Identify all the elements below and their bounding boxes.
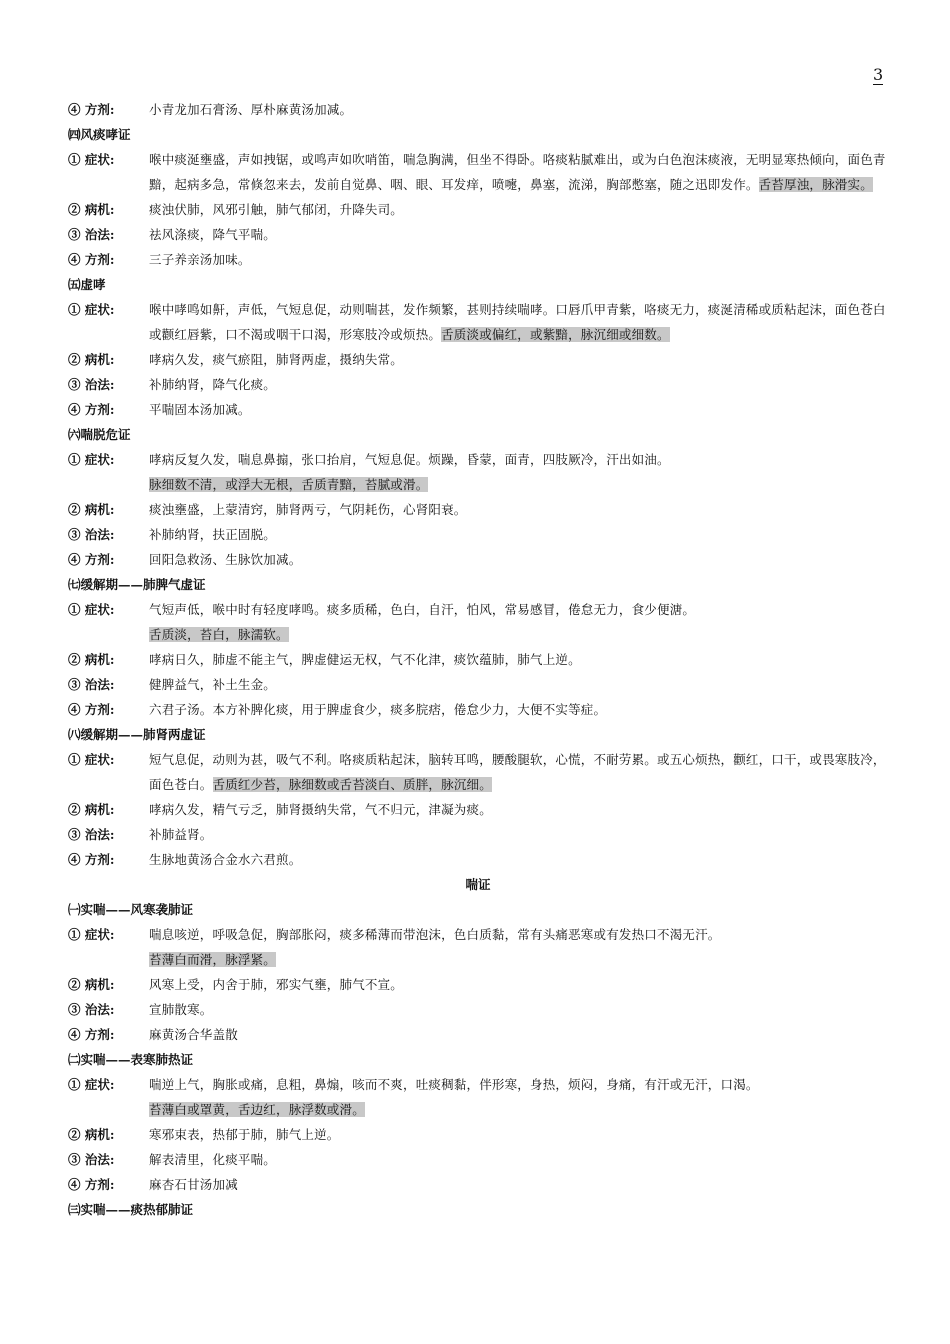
entry-body: 喘息咳逆，呼吸急促，胸部胀闷，痰多稀薄而带泡沫，色白质黏，常有头痛恶寒或有发热口不渴无汗。	[149, 927, 721, 942]
entry-row	[68, 297, 888, 347]
entry-text	[149, 1022, 888, 1047]
entry-body: 痰浊壅盛，上蒙清窍，肺肾两亏，气阴耗伤，心肾阳衰。	[149, 502, 467, 517]
entry-text	[149, 697, 888, 722]
entry-row	[68, 747, 888, 797]
entry-row	[68, 822, 888, 847]
highlighted-text: 舌苔厚浊，脉滑实。	[758, 177, 873, 192]
entry-text	[149, 222, 888, 247]
section-heading: ㈣风痰哮证	[68, 127, 131, 142]
entry-row	[68, 247, 888, 272]
entry-row	[68, 1147, 888, 1172]
entry-body: 平喘固本汤加减。	[149, 402, 251, 417]
entry-row	[68, 147, 888, 197]
entry-body: 气短声低，喉中时有轻度哮鸣。痰多质稀，色白，自汗，怕风，常易感冒，倦怠无力，食少便溏。	[149, 602, 696, 617]
entry-body: 短气息促，动则为甚，吸气不利。咯痰质粘起沫，脑转耳鸣，腰酸腿软，心慌，不耐劳累。或五心烦热，颧红，口干，或畏寒肢冷，面色苍白。	[149, 752, 886, 792]
entry-row	[68, 347, 888, 372]
entry-text	[149, 847, 888, 872]
entry-body: 哮病反复久发，喘息鼻搧，张口抬肩，气短息促。烦躁，昏蒙，面青，四肢厥冷，汗出如油。	[149, 452, 670, 467]
entry-label: ④ 方剂:	[68, 852, 115, 867]
entry-row	[68, 597, 888, 647]
entry-label: ③ 治法:	[68, 377, 115, 392]
entry-text	[149, 922, 888, 972]
entry-text	[149, 797, 888, 822]
entry-body: 六君子汤。本方补脾化痰，用于脾虚食少，痰多脘痞，倦怠少力，大便不实等症。	[149, 702, 607, 717]
highlighted-text: 舌质淡，苔白，脉濡软。	[149, 627, 289, 642]
entry-row	[68, 672, 888, 697]
entry-text	[149, 522, 888, 547]
entry-row	[68, 997, 888, 1022]
entry-text	[149, 1072, 888, 1122]
entry-text	[149, 347, 888, 372]
entry-row	[68, 697, 888, 722]
entry-body: 风寒上受，内舍于肺，邪实气壅，肺气不宣。	[149, 977, 404, 992]
entry-body: 哮病久发，精气亏乏，肺肾摄纳失常，气不归元，津凝为痰。	[149, 802, 492, 817]
entry-text	[149, 1122, 888, 1147]
entry-label: ④ 方剂:	[68, 1027, 115, 1042]
entry-label: ③ 治法:	[68, 1152, 115, 1167]
section-heading: ㈢实喘——痰热郁肺证	[68, 1202, 194, 1217]
entry-text	[149, 672, 888, 697]
entry-text	[149, 147, 888, 197]
entry-row	[68, 647, 888, 672]
entry-text	[149, 647, 888, 672]
entry-text	[149, 1172, 888, 1197]
entry-label: ① 症状:	[68, 152, 115, 167]
entry-label: ④ 方剂:	[68, 252, 115, 267]
entry-row	[68, 222, 888, 247]
highlighted-text: 苔薄白或罩黄，舌边红，脉浮数或滑。	[149, 1102, 365, 1117]
entry-text	[149, 997, 888, 1022]
entry-text	[149, 822, 888, 847]
entry-text	[149, 597, 888, 647]
entry-body: 生脉地黄汤合金水六君煎。	[149, 852, 302, 867]
entry-row	[68, 1172, 888, 1197]
entry-body: 补肺纳肾，扶正固脱。	[149, 527, 277, 542]
entry-label: ④ 方剂:	[68, 702, 115, 717]
entry-label: ② 病机:	[68, 802, 115, 817]
entry-body: 宣肺散寒。	[149, 1002, 213, 1017]
entry-row	[68, 497, 888, 522]
entry-label: ② 病机:	[68, 202, 115, 217]
entry-label: ② 病机:	[68, 502, 115, 517]
entry-body: 喉中哮鸣如鼾，声低，气短息促，动则喘甚，发作频繁，甚则持续喘哮。口唇爪甲青紫，咯痰无力，痰涎清稀或质粘起沫，面色苍白或颧红唇紫，口不渴或咽干口渴，形寒肢冷或烦热。	[149, 302, 886, 342]
entry-body: 哮病久发，痰气瘀阻，肺肾两虚，摄纳失常。	[149, 352, 404, 367]
highlighted-text: 舌质淡或偏红，或紫黯，脉沉细或细数。	[441, 327, 670, 342]
entry-text	[149, 247, 888, 272]
entry-body: 健脾益气，补土生金。	[149, 677, 277, 692]
section-heading: ㈤虚哮	[68, 277, 106, 292]
section-heading: ㈧缓解期——肺肾两虚证	[68, 727, 206, 742]
entry-label: ① 症状:	[68, 752, 115, 767]
entry-label: ② 病机:	[68, 1127, 115, 1142]
entry-text	[149, 747, 888, 797]
entry-label: ④ 方剂:	[68, 1177, 115, 1192]
entry-row	[68, 397, 888, 422]
entry-label: ③ 治法:	[68, 827, 115, 842]
highlighted-text: 苔薄白而滑，脉浮紧。	[149, 952, 277, 967]
entry-text	[149, 397, 888, 422]
entry-row	[68, 797, 888, 822]
entry-row	[68, 847, 888, 872]
entry-row	[68, 1122, 888, 1147]
section-heading: ㈡实喘——表寒肺热证	[68, 1052, 194, 1067]
entry-label: ④ 方剂:	[68, 402, 115, 417]
entry-body: 喉中痰涎壅盛，声如拽锯，或鸣声如吹哨笛，喘急胸满，但坐不得卧。咯痰粘腻难出，或为白色泡沫痰液，无明显寒热倾向，面色青黯，起病多急，常倏忽来去，发前自觉鼻、咽、眼、耳发痒，喷嚏，鼻塞，流涕，胸部憋塞，随之迅即发作。	[149, 152, 886, 192]
entry-body: 解表清里，化痰平喘。	[149, 1152, 277, 1167]
entry-text	[149, 447, 888, 497]
entry-label: ④ 方剂:	[68, 102, 115, 117]
section-title: 喘证	[465, 877, 491, 892]
entry-label: ② 病机:	[68, 652, 115, 667]
entry-label: ① 症状:	[68, 927, 115, 942]
entry-label: ② 病机:	[68, 352, 115, 367]
page-number: 3	[873, 65, 884, 84]
entry-body: 小青龙加石膏汤、厚朴麻黄汤加减。	[149, 102, 353, 117]
section-heading: ㈠实喘——风寒袭肺证	[68, 902, 194, 917]
entry-label: ② 病机:	[68, 977, 115, 992]
entry-text	[149, 497, 888, 522]
entry-label: ① 症状:	[68, 602, 115, 617]
entry-text	[149, 372, 888, 397]
entry-body: 寒邪束表，热郁于肺，肺气上逆。	[149, 1127, 340, 1142]
entry-body: 回阳急救汤、生脉饮加减。	[149, 552, 302, 567]
entry-text	[149, 97, 888, 122]
entry-text	[149, 547, 888, 572]
entry-row	[68, 922, 888, 972]
entry-row	[68, 447, 888, 497]
highlighted-text: 脉细数不清，或浮大无根，舌质青黯，苔腻或滑。	[149, 477, 429, 492]
entry-label: ③ 治法:	[68, 527, 115, 542]
entry-text	[149, 972, 888, 997]
entry-row	[68, 972, 888, 997]
entry-row	[68, 197, 888, 222]
entry-label: ① 症状:	[68, 452, 115, 467]
document-body	[68, 97, 888, 1222]
section-heading: ㈥喘脱危证	[68, 427, 131, 442]
entry-body: 祛风涤痰，降气平喘。	[149, 227, 277, 242]
entry-body: 补肺益肾。	[149, 827, 213, 842]
entry-row	[68, 1022, 888, 1047]
entry-body: 麻黄汤合华盖散	[149, 1027, 238, 1042]
entry-label: ④ 方剂:	[68, 552, 115, 567]
entry-row	[68, 97, 888, 122]
entry-label: ③ 治法:	[68, 677, 115, 692]
entry-label: ③ 治法:	[68, 1002, 115, 1017]
entry-text	[149, 297, 888, 347]
entry-body: 三子养亲汤加味。	[149, 252, 251, 267]
entry-text	[149, 197, 888, 222]
entry-body: 痰浊伏肺，风邪引触，肺气郁闭，升降失司。	[149, 202, 404, 217]
section-heading: ㈦缓解期——肺脾气虚证	[68, 577, 206, 592]
entry-label: ① 症状:	[68, 1077, 115, 1092]
entry-text	[149, 1147, 888, 1172]
highlighted-text: 舌质红少苔，脉细数或舌苔淡白、质胖，脉沉细。	[212, 777, 492, 792]
entry-label: ① 症状:	[68, 302, 115, 317]
entry-body: 喘逆上气，胸胀或痛，息粗，鼻煽，咳而不爽，吐痰稠黏，伴形寒，身热，烦闷，身痛，有汗或无汗，口渴。	[149, 1077, 759, 1092]
entry-body: 补肺纳肾，降气化痰。	[149, 377, 277, 392]
entry-row	[68, 1072, 888, 1122]
entry-body: 哮病日久，肺虚不能主气，脾虚健运无权，气不化津，痰饮蕴肺，肺气上逆。	[149, 652, 581, 667]
entry-row	[68, 522, 888, 547]
entry-row	[68, 372, 888, 397]
entry-row	[68, 547, 888, 572]
entry-label: ③ 治法:	[68, 227, 115, 242]
entry-body: 麻杏石甘汤加减	[149, 1177, 238, 1192]
